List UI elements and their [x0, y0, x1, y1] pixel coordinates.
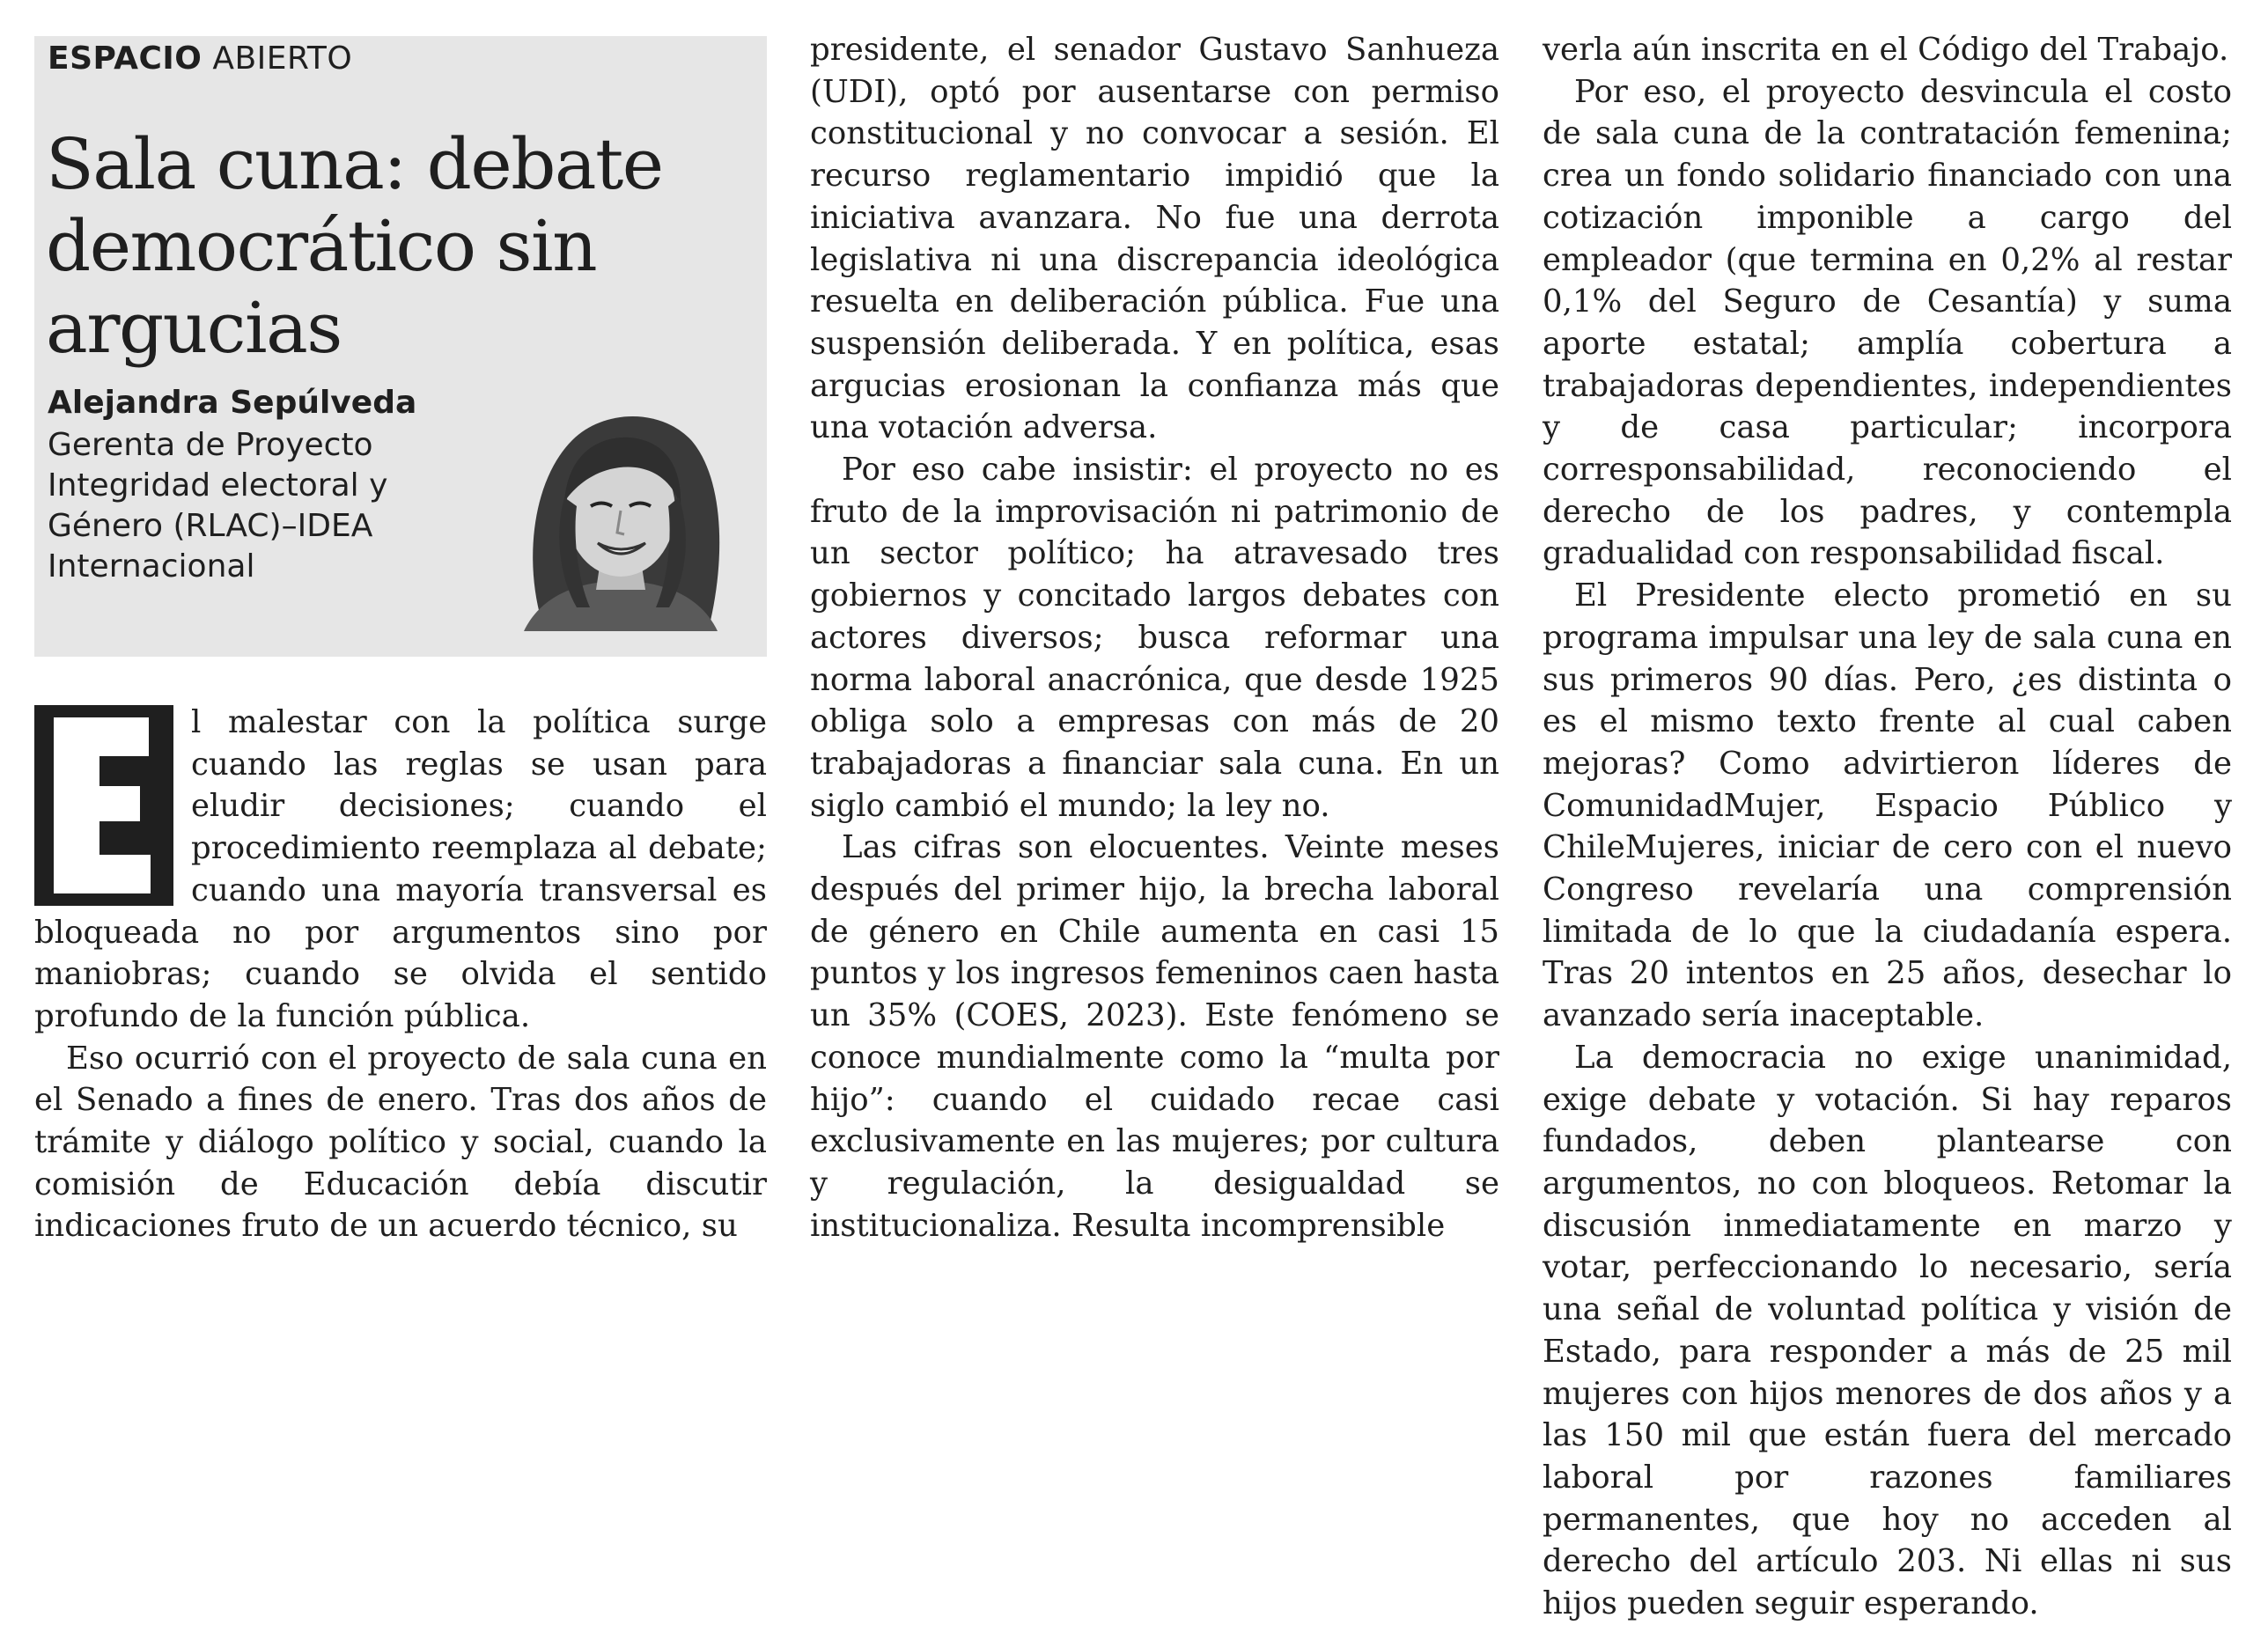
author-block	[48, 381, 505, 587]
headline	[46, 123, 715, 369]
headline-line-2: democrático sin	[46, 205, 597, 287]
article-paragraph-2: Eso ocurrió con el proyecto de sala cuna en el Senado a fines de enero. Tras dos años de trámite y diálogo político y social, cuando la comisión de Educación debía discutir indicaciones fruto de un acuerdo técnico, su	[34, 1040, 767, 1245]
article-column-3	[1543, 29, 2232, 1625]
author-role-line-2: Integridad electoral y	[48, 467, 388, 504]
author-role-line-3: Género (RLAC)–IDEA	[48, 508, 373, 544]
article-paragraph-3: Por eso cabe insistir: el proyecto no es fruto de la improvisación ni patrimonio de un sector político; ha atravesado tres gobiernos y concitado largos debates con actores diversos; busca reformar una norma laboral anacrónica, que desde 1925 obliga solo a empresas con más de 20 trabajadoras a financiar sala cuna. En un siglo cambió el mundo; la ley no.	[810, 452, 1499, 824]
section-tag	[48, 40, 352, 77]
article-paragraph-2-cont: presidente, el senador Gustavo Sanhueza (UDI), optó por ausentarse con permiso constitucional y no convocar a sesión. El recurso reglamentario impidió que la iniciativa avanzara. No fue una derrota legislativa ni una discrepancia ideológica resuelta en deliberación pública. Fue una suspensión deliberada. Y en política, esas argucias erosionan la confianza más que una votación adversa.	[810, 32, 1499, 446]
article-paragraph-7: La democracia no exige unanimidad, exige debate y votación. Si hay reparos fundados, deben plantearse con argumentos, no con bloqueos. Retomar la discusión inmediatamente en marzo y votar, perfeccionando lo necesario, sería una señal de voluntad política y visión de Estado, para responder a más de 25 mil mujeres con hijos menores de dos años y a las 150 mil que están fuera del mercado laboral por razones familiares permanentes, que hoy no acceden al derecho del artículo 203. Ni ellas ni sus hijos pueden seguir esperando.	[1543, 1039, 2232, 1622]
author-name: Alejandra Sepúlveda	[48, 385, 417, 421]
article-paragraph-4: Las cifras son elocuentes. Veinte meses después del primer hijo, la brecha laboral de género en Chile aumenta en casi 15 puntos y los ingresos femeninos caen hasta un 35% (COES, 2023). Este fenómeno se conoce mundialmente como la “multa por hijo”: cuando el cuidado recae casi exclusivamente en las mujeres; por cultura y regulación, la desigualdad se institucionaliza. Resulta incomprensible	[810, 829, 1499, 1244]
author-role-line-1: Gerenta de Proyecto	[48, 427, 373, 463]
article-paragraph-6: El Presidente electo prometió en su programa impulsar una ley de sala cuna en sus primeros 90 días. Pero, ¿es distinta o es el mismo texto frente al cual caben mejoras? Como advirtieron líderes de ComunidadMujer, Espacio Público y ChileMujeres, iniciar de cero con el nuevo Congreso revelaría una comprensión limitada de lo que la ciudadanía espera. Tras 20 intentos en 25 años, desechar lo avanzado sería inaceptable.	[1543, 577, 2232, 1034]
article-column-2	[810, 29, 1499, 1246]
author-role	[48, 425, 505, 587]
headline-line-1: Sala cuna: debate	[46, 123, 663, 205]
article-paragraph-4-cont: verla aún inscrita en el Código del Trabajo.	[1543, 32, 2229, 68]
article-paragraph-1	[34, 702, 767, 1038]
section-tag-light: ABIERTO	[212, 40, 353, 77]
dropcap-letter-e	[34, 705, 173, 906]
author-role-line-4: Internacional	[48, 548, 255, 585]
dropcap	[34, 705, 173, 906]
section-tag-bold: ESPACIO	[48, 40, 202, 77]
headline-line-3: argucias	[46, 287, 342, 369]
author-portrait	[506, 401, 735, 631]
article-paragraph-5: Por eso, el proyecto desvincula el costo de sala cuna de la contratación femenina; crea un fondo solidario financiado con una cotización imponible a cargo del empleador (que termina en 0,2% al restar 0,1% del Seguro de Cesantía) y suma aporte estatal; amplía cobertura a trabajadoras dependientes, independientes y de casa particular; incorpora corresponsabilidad, reconociendo el derecho de los padres, y contempla gradualidad con responsabilidad fiscal.	[1543, 73, 2232, 572]
article-paragraph-1-text: l malestar con la política surge cuando las reglas se usan para eludir decisiones; cuando el procedimiento reemplaza al debate; cuando una mayoría transversal es bloqueada no por argumentos sino por maniobras; cuando se olvida el sentido profundo de la función pública.	[34, 704, 767, 1034]
article-column-1	[34, 702, 767, 1247]
